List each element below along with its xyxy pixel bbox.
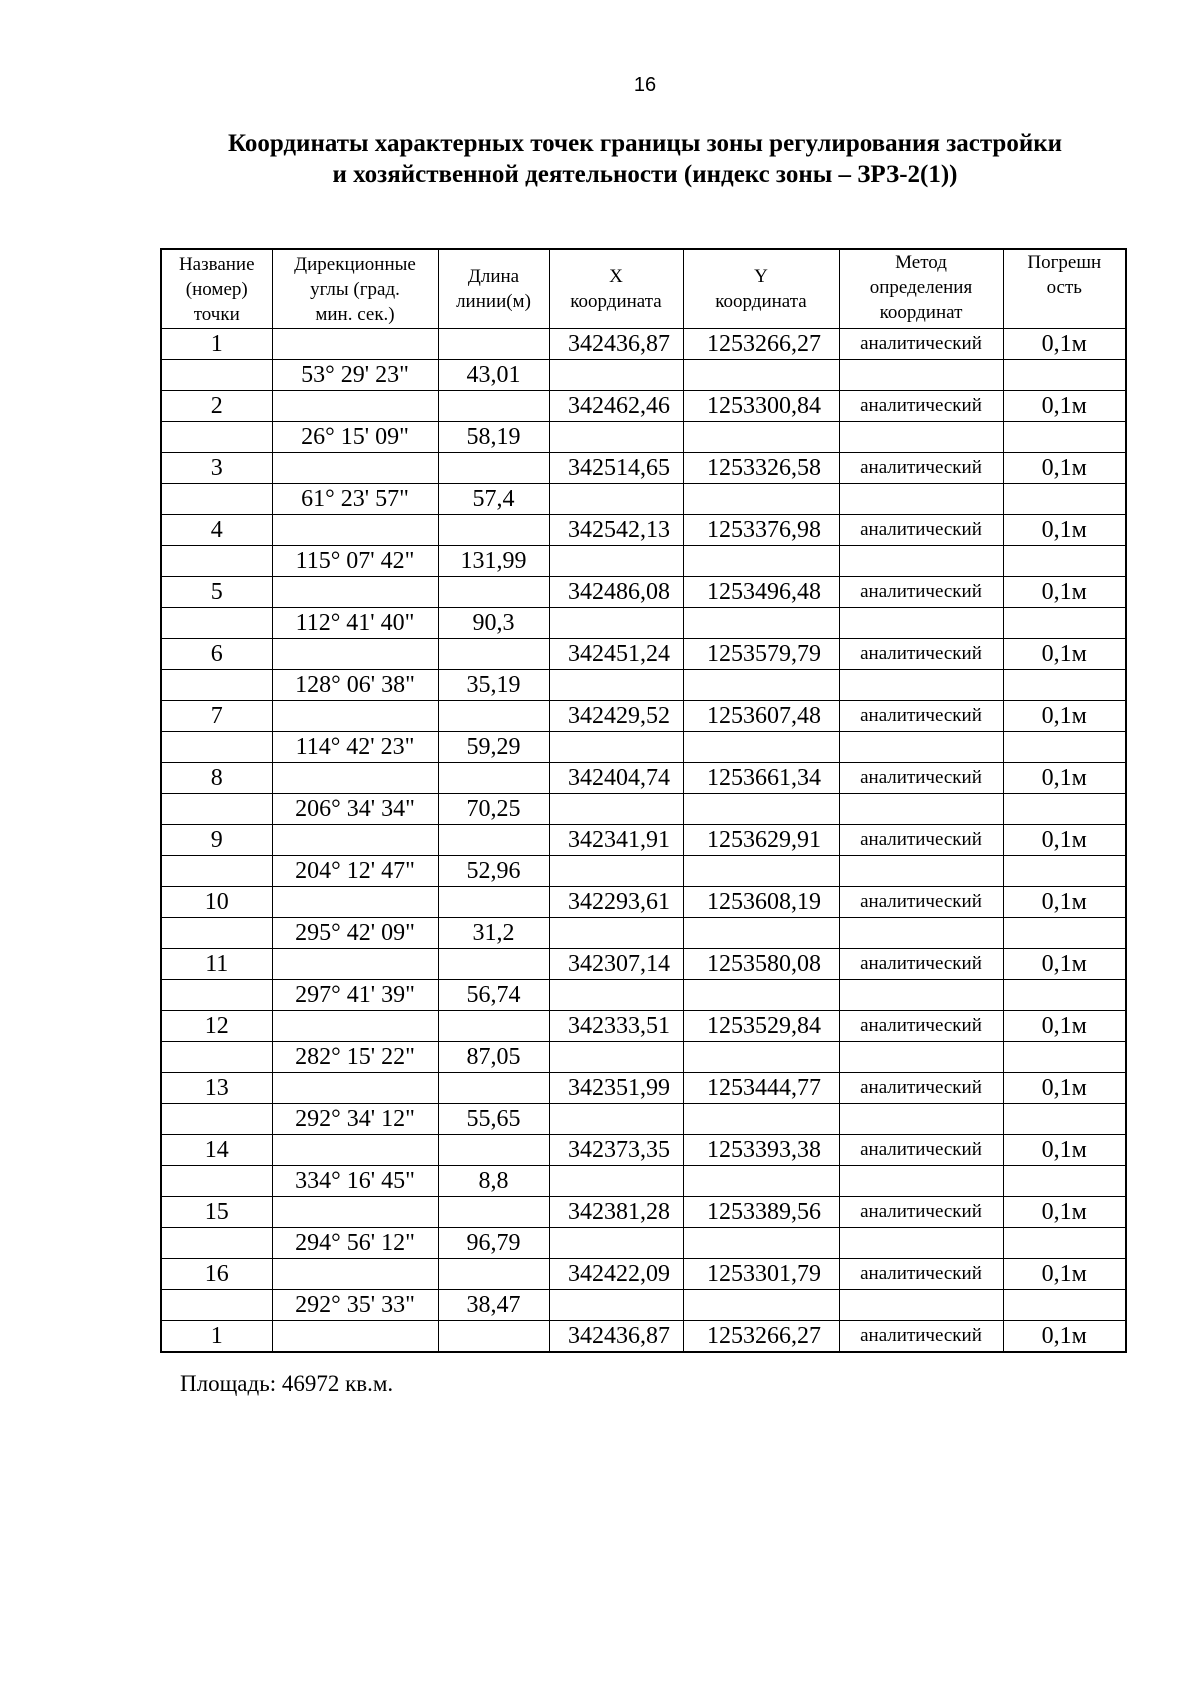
length-cell: 35,19 — [438, 670, 549, 701]
x-coordinate-cell: 342351,99 — [549, 1073, 683, 1104]
angle-cell: 61° 23' 57" — [272, 484, 438, 515]
method-cell: аналитический — [839, 639, 1003, 670]
length-cell: 70,25 — [438, 794, 549, 825]
y-coordinate-cell — [683, 1228, 839, 1259]
y-coordinate-cell — [683, 422, 839, 453]
method-cell: аналитический — [839, 887, 1003, 918]
y-coordinate-cell: 1253393,38 — [683, 1135, 839, 1166]
y-coordinate-cell: 1253580,08 — [683, 949, 839, 980]
header-name — [161, 249, 272, 329]
point-row — [161, 701, 1126, 732]
error-cell: 0,1м — [1003, 1259, 1126, 1290]
page-number: 16 — [633, 74, 657, 96]
angle-cell: 115° 07' 42" — [272, 546, 438, 577]
x-coordinate-cell — [549, 1228, 683, 1259]
point-name-cell — [161, 608, 272, 639]
x-coordinate-cell — [549, 918, 683, 949]
y-coordinate-cell — [683, 980, 839, 1011]
error-cell — [1003, 1166, 1126, 1197]
angle-cell: 297° 41' 39" — [272, 980, 438, 1011]
method-cell: аналитический — [839, 1321, 1003, 1353]
error-cell — [1003, 732, 1126, 763]
angle-cell: 292° 35' 33" — [272, 1290, 438, 1321]
x-coordinate-cell — [549, 732, 683, 763]
x-coordinate-cell — [549, 1042, 683, 1073]
length-cell: 96,79 — [438, 1228, 549, 1259]
point-name-cell — [161, 1104, 272, 1135]
header-length — [438, 249, 549, 329]
length-cell — [438, 391, 549, 422]
error-cell — [1003, 856, 1126, 887]
segment-row — [161, 732, 1126, 763]
point-row — [161, 1197, 1126, 1228]
header-name-line: Название — [178, 253, 255, 275]
segment-row — [161, 856, 1126, 887]
error-cell: 0,1м — [1003, 1135, 1126, 1166]
header-x-line: координата — [570, 291, 662, 312]
error-cell — [1003, 918, 1126, 949]
error-cell — [1003, 670, 1126, 701]
length-cell — [438, 515, 549, 546]
point-name-cell — [161, 670, 272, 701]
method-cell — [839, 546, 1003, 577]
method-cell — [839, 794, 1003, 825]
segment-row — [161, 1228, 1126, 1259]
point-name-cell — [161, 980, 272, 1011]
x-coordinate-cell — [549, 1290, 683, 1321]
header-method-line: определения — [869, 277, 973, 298]
method-cell: аналитический — [839, 515, 1003, 546]
segment-row — [161, 1104, 1126, 1135]
length-cell: 52,96 — [438, 856, 549, 887]
point-row — [161, 1321, 1126, 1353]
y-coordinate-cell: 1253608,19 — [683, 887, 839, 918]
method-cell: аналитический — [839, 1259, 1003, 1290]
x-coordinate-cell: 342436,87 — [549, 1321, 683, 1353]
y-coordinate-cell: 1253301,79 — [683, 1259, 839, 1290]
y-coordinate-cell: 1253376,98 — [683, 515, 839, 546]
x-coordinate-cell — [549, 670, 683, 701]
title-line-2: и хозяйственной деятельности (индекс зоны – ЗРЗ-2(1)) — [332, 161, 958, 188]
angle-cell: 295° 42' 09" — [272, 918, 438, 949]
point-name-cell: 8 — [161, 763, 272, 794]
length-cell: 31,2 — [438, 918, 549, 949]
length-cell: 59,29 — [438, 732, 549, 763]
point-name-cell: 11 — [161, 949, 272, 980]
angle-cell: 112° 41' 40" — [272, 608, 438, 639]
error-cell: 0,1м — [1003, 453, 1126, 484]
header-method-line: Метод — [895, 252, 947, 273]
y-coordinate-cell — [683, 670, 839, 701]
angle-cell — [272, 1197, 438, 1228]
y-coordinate-cell: 1253579,79 — [683, 639, 839, 670]
x-coordinate-cell: 342436,87 — [549, 329, 683, 360]
angle-cell — [272, 701, 438, 732]
y-coordinate-cell: 1253529,84 — [683, 1011, 839, 1042]
angle-cell — [272, 763, 438, 794]
length-cell: 38,47 — [438, 1290, 549, 1321]
method-cell — [839, 1104, 1003, 1135]
error-cell: 0,1м — [1003, 639, 1126, 670]
point-row — [161, 1073, 1126, 1104]
angle-cell — [272, 887, 438, 918]
header-error — [1003, 249, 1126, 329]
method-cell — [839, 856, 1003, 887]
error-cell: 0,1м — [1003, 329, 1126, 360]
method-cell: аналитический — [839, 701, 1003, 732]
x-coordinate-cell: 342333,51 — [549, 1011, 683, 1042]
method-cell: аналитический — [839, 1135, 1003, 1166]
angle-cell: 292° 34' 12" — [272, 1104, 438, 1135]
method-cell: аналитический — [839, 329, 1003, 360]
point-row — [161, 1135, 1126, 1166]
length-cell — [438, 1321, 549, 1353]
method-cell — [839, 608, 1003, 639]
angle-cell — [272, 329, 438, 360]
y-coordinate-cell: 1253389,56 — [683, 1197, 839, 1228]
segment-row — [161, 980, 1126, 1011]
segment-row — [161, 670, 1126, 701]
x-coordinate-cell — [549, 484, 683, 515]
error-cell: 0,1м — [1003, 763, 1126, 794]
point-name-cell — [161, 484, 272, 515]
point-name-cell — [161, 794, 272, 825]
error-cell: 0,1м — [1003, 391, 1126, 422]
length-cell — [438, 949, 549, 980]
point-name-cell — [161, 1228, 272, 1259]
y-coordinate-cell — [683, 1104, 839, 1135]
angle-cell — [272, 1259, 438, 1290]
length-cell — [438, 1011, 549, 1042]
error-cell: 0,1м — [1003, 949, 1126, 980]
method-cell — [839, 360, 1003, 391]
point-name-cell: 12 — [161, 1011, 272, 1042]
point-name-cell: 15 — [161, 1197, 272, 1228]
segment-row — [161, 422, 1126, 453]
y-coordinate-cell: 1253444,77 — [683, 1073, 839, 1104]
point-name-cell — [161, 360, 272, 391]
x-coordinate-cell: 342486,08 — [549, 577, 683, 608]
length-cell: 55,65 — [438, 1104, 549, 1135]
header-x — [549, 249, 683, 329]
y-coordinate-cell: 1253661,34 — [683, 763, 839, 794]
method-cell — [839, 918, 1003, 949]
length-cell — [438, 1259, 549, 1290]
length-cell — [438, 1073, 549, 1104]
point-name-cell — [161, 422, 272, 453]
angle-cell: 53° 29' 23" — [272, 360, 438, 391]
angle-cell — [272, 949, 438, 980]
method-cell — [839, 1166, 1003, 1197]
y-coordinate-cell — [683, 360, 839, 391]
y-coordinate-cell: 1253607,48 — [683, 701, 839, 732]
y-coordinate-cell — [683, 1290, 839, 1321]
y-coordinate-cell — [683, 546, 839, 577]
y-coordinate-cell: 1253326,58 — [683, 453, 839, 484]
header-angle-line: углы (град. — [310, 278, 400, 300]
header-angle-line: мин. сек.) — [315, 303, 395, 325]
method-cell — [839, 1228, 1003, 1259]
angle-cell: 114° 42' 23" — [272, 732, 438, 763]
y-coordinate-cell — [683, 484, 839, 515]
area-note: Площадь: 46972 кв.м. — [180, 1371, 394, 1396]
segment-row — [161, 1290, 1126, 1321]
length-cell: 90,3 — [438, 608, 549, 639]
angle-cell: 26° 15' 09" — [272, 422, 438, 453]
error-cell: 0,1м — [1003, 1197, 1126, 1228]
point-name-cell: 16 — [161, 1259, 272, 1290]
x-coordinate-cell — [549, 980, 683, 1011]
y-coordinate-cell — [683, 1166, 839, 1197]
point-name-cell: 13 — [161, 1073, 272, 1104]
angle-cell — [272, 577, 438, 608]
document-title — [160, 128, 1130, 190]
point-row — [161, 1011, 1126, 1042]
point-row — [161, 949, 1126, 980]
x-coordinate-cell: 342293,61 — [549, 887, 683, 918]
error-cell: 0,1м — [1003, 825, 1126, 856]
length-cell — [438, 887, 549, 918]
error-cell: 0,1м — [1003, 701, 1126, 732]
segment-row — [161, 1166, 1126, 1197]
method-cell — [839, 422, 1003, 453]
error-cell — [1003, 360, 1126, 391]
method-cell: аналитический — [839, 763, 1003, 794]
x-coordinate-cell — [549, 360, 683, 391]
angle-cell: 206° 34' 34" — [272, 794, 438, 825]
y-coordinate-cell — [683, 856, 839, 887]
method-cell: аналитический — [839, 1073, 1003, 1104]
error-cell — [1003, 484, 1126, 515]
point-name-cell: 3 — [161, 453, 272, 484]
error-cell — [1003, 794, 1126, 825]
method-cell: аналитический — [839, 577, 1003, 608]
angle-cell — [272, 1073, 438, 1104]
method-cell — [839, 1290, 1003, 1321]
point-name-cell — [161, 918, 272, 949]
y-coordinate-cell: 1253300,84 — [683, 391, 839, 422]
length-cell: 56,74 — [438, 980, 549, 1011]
coordinates-table — [160, 248, 1127, 1353]
segment-row — [161, 484, 1126, 515]
angle-cell — [272, 825, 438, 856]
method-cell — [839, 980, 1003, 1011]
x-coordinate-cell: 342307,14 — [549, 949, 683, 980]
angle-cell: 334° 16' 45" — [272, 1166, 438, 1197]
method-cell: аналитический — [839, 453, 1003, 484]
y-coordinate-cell: 1253629,91 — [683, 825, 839, 856]
segment-row — [161, 360, 1126, 391]
length-cell — [438, 639, 549, 670]
length-cell — [438, 1135, 549, 1166]
x-coordinate-cell: 342542,13 — [549, 515, 683, 546]
segment-row — [161, 1042, 1126, 1073]
point-row — [161, 887, 1126, 918]
method-cell: аналитический — [839, 1197, 1003, 1228]
title-line-1: Координаты характерных точек границы зоны регулирования застройки — [227, 130, 1063, 157]
table-body — [161, 329, 1126, 1353]
point-row — [161, 329, 1126, 360]
y-coordinate-cell — [683, 918, 839, 949]
header-y-line: координата — [715, 291, 807, 312]
error-cell: 0,1м — [1003, 887, 1126, 918]
error-cell — [1003, 1228, 1126, 1259]
y-coordinate-cell — [683, 1042, 839, 1073]
y-coordinate-cell — [683, 732, 839, 763]
x-coordinate-cell — [549, 608, 683, 639]
point-row — [161, 639, 1126, 670]
point-name-cell: 6 — [161, 639, 272, 670]
error-cell — [1003, 422, 1126, 453]
x-coordinate-cell: 342404,74 — [549, 763, 683, 794]
point-name-cell — [161, 1290, 272, 1321]
point-name-cell — [161, 856, 272, 887]
header-angle — [272, 249, 438, 329]
header-row — [161, 249, 1126, 329]
method-cell — [839, 670, 1003, 701]
y-coordinate-cell — [683, 794, 839, 825]
x-coordinate-cell: 342429,52 — [549, 701, 683, 732]
point-name-cell: 1 — [161, 329, 272, 360]
method-cell — [839, 484, 1003, 515]
angle-cell: 282° 15' 22" — [272, 1042, 438, 1073]
header-length-line: Длина — [467, 266, 520, 287]
header-error-line: Погрешн — [1027, 252, 1102, 273]
angle-cell — [272, 639, 438, 670]
point-name-cell — [161, 546, 272, 577]
x-coordinate-cell — [549, 1104, 683, 1135]
point-name-cell: 9 — [161, 825, 272, 856]
length-cell: 131,99 — [438, 546, 549, 577]
point-name-cell: 7 — [161, 701, 272, 732]
length-cell — [438, 701, 549, 732]
error-cell: 0,1м — [1003, 515, 1126, 546]
angle-cell: 128° 06' 38" — [272, 670, 438, 701]
header-name-line: (номер) — [185, 278, 248, 300]
point-name-cell: 1 — [161, 1321, 272, 1353]
error-cell — [1003, 608, 1126, 639]
point-row — [161, 391, 1126, 422]
angle-cell: 204° 12' 47" — [272, 856, 438, 887]
header-name-line: точки — [193, 303, 240, 325]
point-name-cell: 5 — [161, 577, 272, 608]
y-coordinate-cell: 1253266,27 — [683, 1321, 839, 1353]
method-cell — [839, 1042, 1003, 1073]
error-cell — [1003, 546, 1126, 577]
point-row — [161, 515, 1126, 546]
angle-cell — [272, 391, 438, 422]
method-cell — [839, 732, 1003, 763]
header-length-line: линии(м) — [456, 291, 531, 312]
x-coordinate-cell: 342451,24 — [549, 639, 683, 670]
header-y — [683, 249, 839, 329]
point-row — [161, 1259, 1126, 1290]
y-coordinate-cell: 1253496,48 — [683, 577, 839, 608]
y-coordinate-cell — [683, 608, 839, 639]
header-method — [839, 249, 1003, 329]
method-cell: аналитический — [839, 949, 1003, 980]
segment-row — [161, 918, 1126, 949]
x-coordinate-cell — [549, 422, 683, 453]
header-method-line: координат — [879, 302, 963, 323]
angle-cell — [272, 453, 438, 484]
segment-row — [161, 608, 1126, 639]
point-name-cell — [161, 1166, 272, 1197]
x-coordinate-cell — [549, 1166, 683, 1197]
angle-cell — [272, 1011, 438, 1042]
length-cell — [438, 577, 549, 608]
length-cell: 87,05 — [438, 1042, 549, 1073]
header-y-line: Y — [754, 266, 768, 287]
point-name-cell — [161, 732, 272, 763]
header-angle-line: Дирекционные — [294, 253, 416, 275]
x-coordinate-cell: 342462,46 — [549, 391, 683, 422]
point-name-cell — [161, 1042, 272, 1073]
length-cell — [438, 763, 549, 794]
point-name-cell: 4 — [161, 515, 272, 546]
point-name-cell: 2 — [161, 391, 272, 422]
x-coordinate-cell: 342514,65 — [549, 453, 683, 484]
length-cell — [438, 453, 549, 484]
method-cell: аналитический — [839, 391, 1003, 422]
length-cell: 57,4 — [438, 484, 549, 515]
header-error-line: ость — [1046, 277, 1082, 298]
error-cell — [1003, 980, 1126, 1011]
x-coordinate-cell: 342422,09 — [549, 1259, 683, 1290]
length-cell — [438, 1197, 549, 1228]
error-cell: 0,1м — [1003, 1073, 1126, 1104]
angle-cell — [272, 1135, 438, 1166]
header-x-line: X — [609, 266, 623, 287]
error-cell: 0,1м — [1003, 1321, 1126, 1353]
angle-cell — [272, 515, 438, 546]
segment-row — [161, 546, 1126, 577]
error-cell: 0,1м — [1003, 577, 1126, 608]
length-cell — [438, 329, 549, 360]
x-coordinate-cell — [549, 546, 683, 577]
point-row — [161, 577, 1126, 608]
point-row — [161, 453, 1126, 484]
point-row — [161, 825, 1126, 856]
x-coordinate-cell: 342341,91 — [549, 825, 683, 856]
x-coordinate-cell — [549, 794, 683, 825]
angle-cell — [272, 1321, 438, 1353]
length-cell: 58,19 — [438, 422, 549, 453]
segment-row — [161, 794, 1126, 825]
method-cell: аналитический — [839, 1011, 1003, 1042]
point-name-cell: 10 — [161, 887, 272, 918]
angle-cell: 294° 56' 12" — [272, 1228, 438, 1259]
x-coordinate-cell — [549, 856, 683, 887]
error-cell — [1003, 1290, 1126, 1321]
method-cell: аналитический — [839, 825, 1003, 856]
x-coordinate-cell: 342381,28 — [549, 1197, 683, 1228]
length-cell: 43,01 — [438, 360, 549, 391]
error-cell — [1003, 1104, 1126, 1135]
y-coordinate-cell: 1253266,27 — [683, 329, 839, 360]
x-coordinate-cell: 342373,35 — [549, 1135, 683, 1166]
point-row — [161, 763, 1126, 794]
error-cell — [1003, 1042, 1126, 1073]
error-cell: 0,1м — [1003, 1011, 1126, 1042]
length-cell: 8,8 — [438, 1166, 549, 1197]
point-name-cell: 14 — [161, 1135, 272, 1166]
length-cell — [438, 825, 549, 856]
